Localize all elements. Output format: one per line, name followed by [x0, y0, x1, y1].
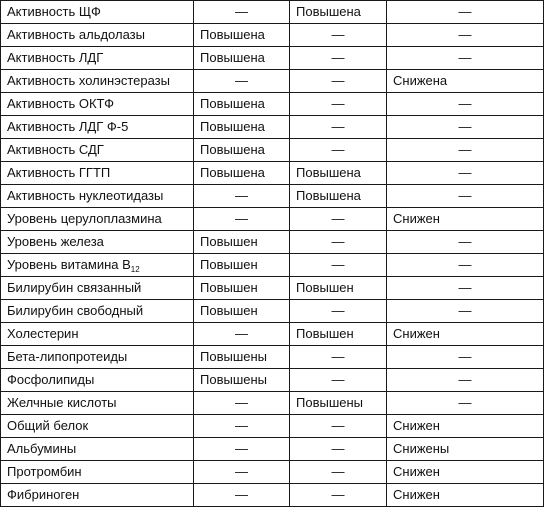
- value-cell-3: —: [387, 139, 544, 162]
- indicator-cell: Активность ЛДГ: [1, 47, 194, 70]
- table-row: [1, 139, 544, 162]
- value-cell-2: Повышен: [290, 277, 387, 300]
- table-row: [1, 24, 544, 47]
- value-cell-2: Повышена: [290, 185, 387, 208]
- table-row: [1, 346, 544, 369]
- value-cell-3: Снижен: [387, 415, 544, 438]
- value-cell-3: Снижен: [387, 323, 544, 346]
- table-row: [1, 484, 544, 507]
- table-row: [1, 93, 544, 116]
- value-cell-3: —: [387, 254, 544, 277]
- value-cell-3: —: [387, 162, 544, 185]
- value-cell-1: Повышен: [194, 254, 290, 277]
- value-cell-1: Повышена: [194, 93, 290, 116]
- value-cell-2: —: [290, 254, 387, 277]
- value-cell-1: Повышен: [194, 277, 290, 300]
- table-row: [1, 300, 544, 323]
- value-cell-3: Снижен: [387, 461, 544, 484]
- value-cell-3: —: [387, 369, 544, 392]
- table-row: [1, 1, 544, 24]
- value-cell-2: —: [290, 369, 387, 392]
- table-row: [1, 438, 544, 461]
- value-cell-2: —: [290, 300, 387, 323]
- indicator-cell: Активность нуклеотидазы: [1, 185, 194, 208]
- value-cell-3: Снижена: [387, 70, 544, 93]
- value-cell-1: Повышена: [194, 116, 290, 139]
- table-row: [1, 185, 544, 208]
- value-cell-1: —: [194, 392, 290, 415]
- value-cell-3: —: [387, 300, 544, 323]
- indicator-cell: Желчные кислоты: [1, 392, 194, 415]
- indicator-text: Уровень витамина B: [7, 257, 131, 272]
- table-row: [1, 208, 544, 231]
- value-cell-2: —: [290, 208, 387, 231]
- table-row: [1, 461, 544, 484]
- value-cell-3: Снижены: [387, 438, 544, 461]
- value-cell-1: —: [194, 461, 290, 484]
- value-cell-2: —: [290, 346, 387, 369]
- table-row: [1, 116, 544, 139]
- indicator-cell: Уровень церулоплазмина: [1, 208, 194, 231]
- value-cell-2: —: [290, 139, 387, 162]
- value-cell-1: —: [194, 185, 290, 208]
- table-row: [1, 70, 544, 93]
- value-cell-1: Повышен: [194, 300, 290, 323]
- subscript-text: 12: [130, 265, 140, 274]
- value-cell-1: —: [194, 70, 290, 93]
- value-cell-3: —: [387, 93, 544, 116]
- indicator-cell: Протромбин: [1, 461, 194, 484]
- indicator-cell: Активность СДГ: [1, 139, 194, 162]
- value-cell-3: —: [387, 24, 544, 47]
- value-cell-3: —: [387, 277, 544, 300]
- value-cell-1: —: [194, 208, 290, 231]
- value-cell-1: Повышены: [194, 369, 290, 392]
- value-cell-1: —: [194, 415, 290, 438]
- value-cell-1: —: [194, 438, 290, 461]
- table-body: [1, 1, 544, 507]
- table-row: [1, 162, 544, 185]
- value-cell-2: —: [290, 461, 387, 484]
- indicator-cell: Фибриноген: [1, 484, 194, 507]
- indicator-cell: Активность ЩФ: [1, 1, 194, 24]
- value-cell-2: —: [290, 438, 387, 461]
- value-cell-1: Повышен: [194, 231, 290, 254]
- indicator-cell: Активность ОКТФ: [1, 93, 194, 116]
- value-cell-2: Повышена: [290, 1, 387, 24]
- value-cell-2: —: [290, 70, 387, 93]
- value-cell-2: Повышен: [290, 323, 387, 346]
- value-cell-1: Повышена: [194, 162, 290, 185]
- indicator-cell: Фосфолипиды: [1, 369, 194, 392]
- value-cell-2: —: [290, 47, 387, 70]
- value-cell-3: —: [387, 346, 544, 369]
- value-cell-1: —: [194, 323, 290, 346]
- value-cell-2: —: [290, 116, 387, 139]
- table-row: [1, 369, 544, 392]
- value-cell-1: —: [194, 484, 290, 507]
- value-cell-2: —: [290, 415, 387, 438]
- indicator-cell: Билирубин связанный: [1, 277, 194, 300]
- value-cell-1: Повышена: [194, 139, 290, 162]
- value-cell-3: Снижен: [387, 208, 544, 231]
- value-cell-3: —: [387, 392, 544, 415]
- indicator-cell: Уровень железа: [1, 231, 194, 254]
- table-row: [1, 47, 544, 70]
- value-cell-1: Повышены: [194, 346, 290, 369]
- table-row: [1, 415, 544, 438]
- value-cell-2: Повышены: [290, 392, 387, 415]
- value-cell-2: —: [290, 231, 387, 254]
- value-cell-3: —: [387, 185, 544, 208]
- value-cell-1: Повышена: [194, 47, 290, 70]
- table-row: [1, 392, 544, 415]
- value-cell-3: —: [387, 116, 544, 139]
- value-cell-1: —: [194, 1, 290, 24]
- value-cell-2: —: [290, 484, 387, 507]
- value-cell-3: —: [387, 1, 544, 24]
- value-cell-2: —: [290, 24, 387, 47]
- indicator-cell: Активность альдолазы: [1, 24, 194, 47]
- indicator-cell: Альбумины: [1, 438, 194, 461]
- value-cell-2: —: [290, 93, 387, 116]
- table-row: [1, 323, 544, 346]
- indicator-cell: Бета-липопротеиды: [1, 346, 194, 369]
- table-row: [1, 254, 544, 277]
- indicator-cell: Активность ЛДГ Ф-5: [1, 116, 194, 139]
- indicator-cell: Активность ГГТП: [1, 162, 194, 185]
- table-row: [1, 277, 544, 300]
- value-cell-2: Повышена: [290, 162, 387, 185]
- value-cell-3: —: [387, 231, 544, 254]
- indicator-cell: Активность холинэстеразы: [1, 70, 194, 93]
- indicator-cell: Билирубин свободный: [1, 300, 194, 323]
- value-cell-1: Повышена: [194, 24, 290, 47]
- value-cell-3: Снижен: [387, 484, 544, 507]
- table-row: [1, 231, 544, 254]
- value-cell-3: —: [387, 47, 544, 70]
- indicator-cell: Холестерин: [1, 323, 194, 346]
- indicator-cell: Общий белок: [1, 415, 194, 438]
- indicator-cell: [1, 254, 194, 277]
